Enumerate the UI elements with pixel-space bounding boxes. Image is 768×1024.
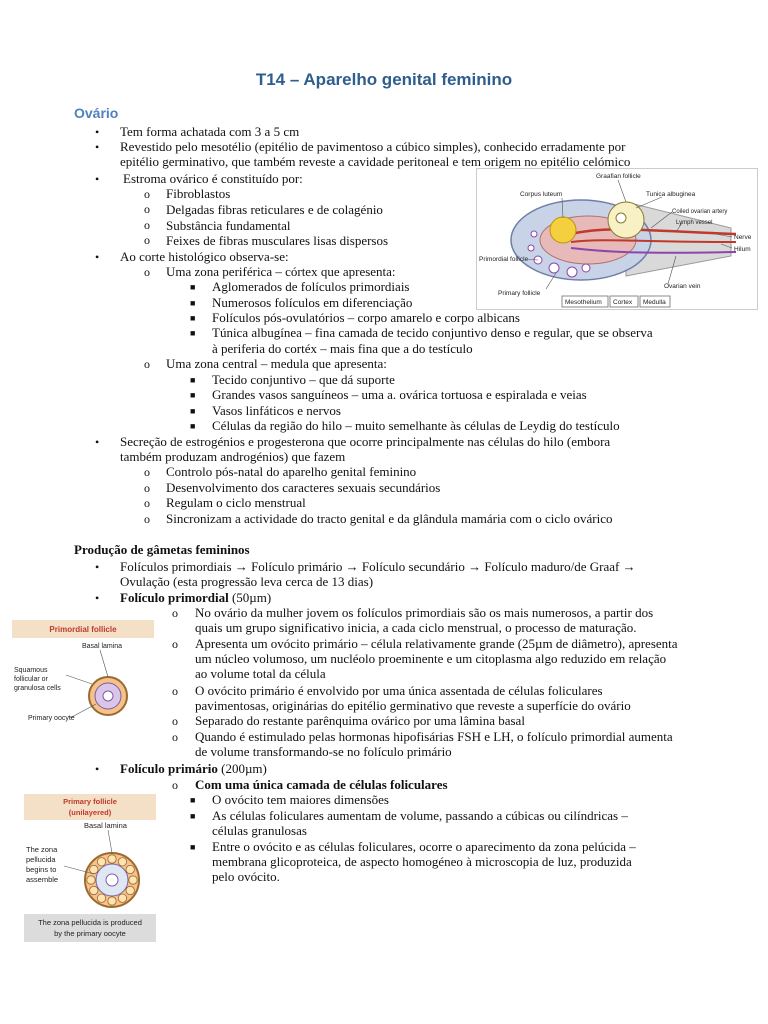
square-bullet-icon: ■: [190, 313, 196, 323]
bullet-icon: •: [95, 560, 100, 574]
bullet-icon: •: [95, 140, 100, 154]
list-item: um núcleo volumoso, um nucléolo proeminente e um citoplasma algo reduzido em relação: [195, 651, 667, 666]
list-item: As células foliculares aumentam de volume, passando a cúbicas ou cilíndricas –: [212, 808, 628, 823]
label-primary: Primary follicle: [498, 290, 541, 297]
label-squamous-3: granulosa cells: [14, 685, 61, 692]
bullet-icon: •: [95, 250, 100, 264]
label-tunica: Tunica albuginea: [646, 191, 696, 198]
list-item: epitélio germinativo, que também reveste a cavidade peritoneal e tem origem no epitélio celómico: [120, 154, 631, 169]
fig-caption-primary: The zona pellucida is produced: [38, 918, 142, 927]
label-basal-lamina: Basal lamina: [82, 643, 123, 650]
list-item: Aglomerados de folículos primordiais: [212, 279, 410, 294]
section-heading-ovario: Ovário: [74, 105, 119, 121]
label-medulla: Medulla: [643, 299, 666, 306]
label-corpus-luteum: Corpus luteum: [520, 191, 563, 198]
list-item: também produzam androgénios) que fazem: [120, 449, 346, 464]
list-item: Estroma ovárico é constituído por:: [123, 171, 303, 186]
list-item: Apresenta um ovócito primário – célula relativamente grande (25µm de diâmetro), apresenta: [195, 636, 678, 651]
square-bullet-icon: ■: [190, 328, 196, 338]
circle-bullet-icon: o: [172, 606, 178, 620]
circle-bullet-icon: o: [144, 202, 150, 216]
label-basal-lamina: Basal lamina: [84, 821, 127, 830]
list-item: No ovário da mulher jovem os folículos primordiais são os mais numerosos, a partir dos: [195, 605, 654, 620]
square-bullet-icon: ■: [190, 390, 196, 400]
list-item: Numerosos folículos em diferenciação: [212, 295, 413, 310]
follicular-cell: [97, 894, 105, 902]
list-item: O ovócito tem maiores dimensões: [212, 792, 389, 807]
list-item: Secreção de estrogénios e progesterona que ocorre principalmente nas células do hilo (embora: [120, 434, 611, 449]
circle-bullet-icon: o: [144, 481, 150, 495]
fig-title-primary: Primary follicle: [63, 797, 117, 806]
section-heading-producao: Produção de gâmetas femininos: [74, 542, 250, 557]
list-item: pelo ovócito.: [212, 869, 280, 884]
circle-bullet-icon: o: [144, 218, 150, 232]
follicular-cell: [90, 886, 98, 894]
list-item: Folículos pós-ovulatórios – corpo amarelo e corpo albicans: [212, 310, 520, 325]
list-item: membrana glicoproteica, de aspecto homogéneo à microscopia de luz, produzida: [212, 854, 632, 869]
list-item: Ovulação (esta progressão leva cerca de 13 dias): [120, 574, 374, 589]
label-nerve: Nerve: [734, 234, 752, 241]
list-item: Ao corte histológico observa-se:: [120, 249, 289, 264]
circle-bullet-icon: o: [144, 187, 150, 201]
list-item: Delgadas fibras reticulares e de colagénio: [166, 202, 383, 217]
list-item: Células da região do hilo – muito semelhante às células de Leydig do testículo: [212, 418, 620, 433]
follicular-cell: [118, 894, 126, 902]
list-item: Tecido conjuntivo – que dá suporte: [212, 372, 395, 387]
follicular-cell: [90, 865, 98, 873]
label-squamous-2: follicular or: [14, 676, 48, 683]
circle-bullet-icon: o: [144, 265, 150, 279]
label-graafian: Graafian follicle: [596, 173, 641, 180]
fig-subtitle-primary: (unilayered): [68, 808, 112, 817]
square-bullet-icon: ■: [190, 375, 196, 385]
list-item: de volume transformando-se no folículo primário: [195, 744, 452, 759]
follicular-cell: [129, 876, 137, 884]
heading-primordial: Folículo primordial: [120, 590, 229, 605]
list-item: Túnica albugínea – fina camada de tecido conjuntivo denso e regular, que se observa: [212, 325, 653, 340]
square-bullet-icon: ■: [190, 421, 196, 431]
label-cortex: Cortex: [613, 299, 633, 306]
list-item: Grandes vasos sanguíneos – uma a. ovárica tortuosa e espiralada e veias: [212, 387, 587, 402]
list-item: Regulam o ciclo menstrual: [166, 495, 306, 510]
square-bullet-icon: ■: [190, 795, 196, 805]
ovary-diagram: [476, 168, 758, 310]
list-item: Feixes de fibras musculares lisas dispersos: [166, 233, 389, 248]
bullet-icon: •: [95, 125, 100, 139]
list-item: [120, 761, 267, 776]
circle-bullet-icon: o: [172, 637, 178, 651]
square-bullet-icon: ■: [190, 282, 196, 292]
list-item: ao volume total da célula: [195, 666, 326, 681]
list-item: Vasos linfáticos e nervos: [212, 403, 341, 418]
list-item: Desenvolvimento dos caracteres sexuais secundários: [166, 480, 441, 495]
square-bullet-icon: ■: [190, 406, 196, 416]
label-lymph: Lymph vessel: [676, 220, 713, 226]
square-bullet-icon: ■: [190, 811, 196, 821]
list-item: pavimentosas, originárias do epitélio germinativo que reveste a superfície do ovário: [195, 698, 631, 713]
square-bullet-icon: ■: [190, 842, 196, 852]
list-item: Fibroblastos: [166, 186, 231, 201]
list-item: Separado do restante parênquima ovárico por uma lâmina basal: [195, 713, 525, 728]
bullet-icon: •: [95, 435, 100, 449]
label-squamous: Squamous: [14, 667, 48, 674]
fig-title-primordial: Primordial follicle: [49, 625, 117, 634]
fig-caption-primary-2: by the primary oocyte: [54, 929, 126, 938]
circle-bullet-icon: o: [144, 357, 150, 371]
bullet-icon: •: [95, 762, 100, 776]
list-item: Entre o ovócito e as células foliculares, ocorre o aparecimento da zona pelúcida –: [212, 839, 636, 854]
list-item: Controlo pós-natal do aparelho genital feminino: [166, 464, 417, 479]
label-zona-2: pellucida: [26, 855, 56, 864]
size-primordial: (50µm): [228, 590, 272, 605]
page-title: T14 – Aparelho genital feminino: [255, 70, 513, 89]
circle-bullet-icon: o: [144, 496, 150, 510]
list-item: quais um grupo significativo inicia, a cada ciclo menstrual, o processo de maturação.: [195, 620, 637, 635]
circle-bullet-icon: o: [144, 512, 150, 526]
list-item: Tem forma achatada com 3 a 5 cm: [120, 124, 300, 139]
circle-bullet-icon: o: [172, 714, 178, 728]
circle-bullet-icon: o: [172, 684, 178, 698]
label-zona-4: assemble: [26, 875, 59, 884]
circle-bullet-icon: o: [172, 778, 178, 792]
list-item: Sincronizam a actividade do tracto genital e da glândula mamária com o ciclo ovárico: [166, 511, 613, 526]
follicular-cell: [97, 858, 105, 866]
list-item: à periferia do cortéx – mais fina que a do testículo: [212, 341, 473, 356]
list-item: Quando é estimulado pelas hormonas hipofisárias FSH e LH, o folículo primordial aumenta: [195, 729, 673, 744]
list-item: Substância fundamental: [166, 218, 291, 233]
follicular-cell: [108, 897, 116, 905]
circle-bullet-icon: o: [144, 465, 150, 479]
follicular-cell: [87, 876, 95, 884]
label-vein: Ovarian vein: [664, 283, 701, 290]
square-bullet-icon: ■: [190, 298, 196, 308]
label-primordial: Primordial follicle: [479, 256, 529, 263]
list-item: Uma zona periférica – córtex que apresenta:: [166, 264, 396, 279]
list-item: [120, 590, 271, 605]
follicular-cell: [108, 855, 116, 863]
list-item: Com uma única camada de células foliculares: [195, 777, 448, 792]
label-zona: The zona: [26, 845, 58, 854]
label-mesothelium: Mesothelium: [565, 299, 602, 306]
list-item: O ovócito primário é envolvido por uma única assentada de células foliculares: [195, 683, 603, 698]
bullet-icon: •: [95, 172, 100, 186]
primary-follicle-diagram: [24, 794, 156, 942]
list-item: células granulosas: [212, 823, 307, 838]
label-zona-3: begins to: [26, 865, 57, 874]
label-hilum: Hilum: [734, 246, 751, 253]
follicular-cell: [126, 886, 134, 894]
follicular-cell: [126, 865, 134, 873]
list-item: Folículos primordiais → Folículo primário → Folículo secundário → Folículo maduro/de Graaf →: [120, 559, 636, 574]
label-primary-oocyte: Primary oocyte: [28, 715, 75, 722]
follicular-cell: [118, 858, 126, 866]
primordial-follicle-diagram: [12, 620, 154, 732]
size-primary: (200µm): [217, 761, 267, 776]
heading-primary: Folículo primário: [120, 761, 218, 776]
label-artery: Coiled ovarian artery: [672, 209, 728, 215]
list-item: Revestido pelo mesotélio (epitélio de pavimentoso a cúbico simples), conhecido erradamente por: [120, 139, 626, 154]
circle-bullet-icon: o: [172, 730, 178, 744]
list-item: Uma zona central – medula que apresenta:: [166, 356, 387, 371]
circle-bullet-icon: o: [144, 233, 150, 247]
bullet-icon: •: [95, 591, 100, 605]
